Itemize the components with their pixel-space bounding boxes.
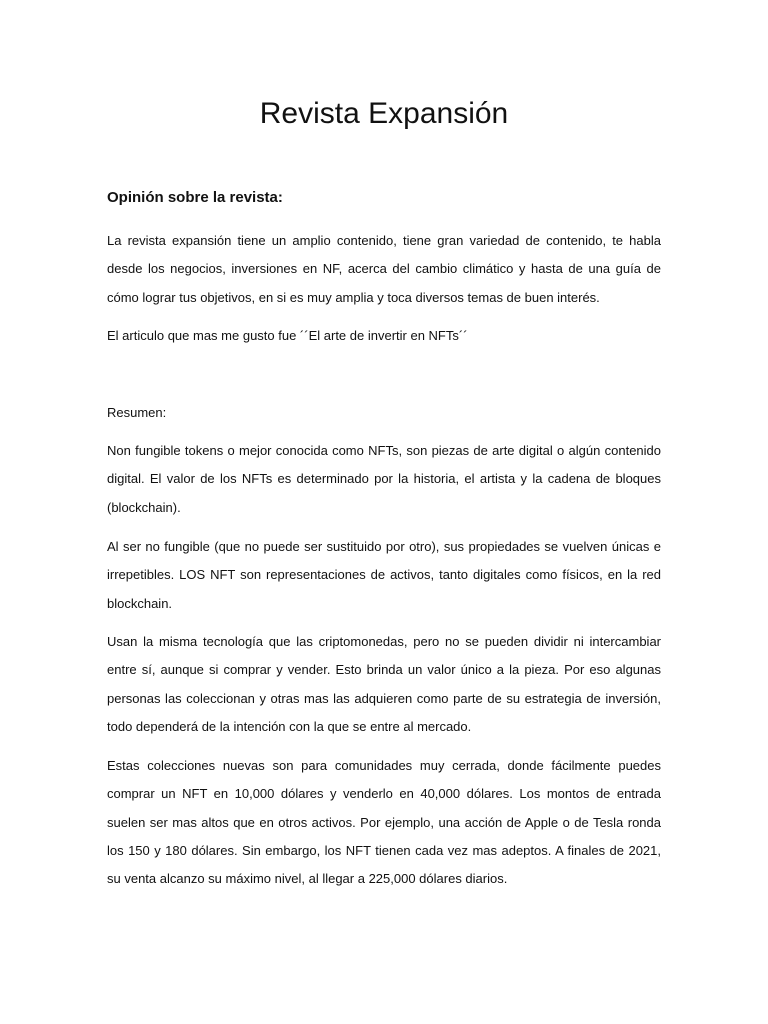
paragraph-collections: Estas colecciones nuevas son para comunidades muy cerrada, donde fácilmente puedes comprar un NFT en 10,000 dólares y venderlo en 40,000 dólares. Los montos de entrada suelen ser mas altos que en otros activos. Por ejemplo, una acción de Apple o de Tesla ronda los 150 y 180 dólares. Sin embargo, los NFT tienen cada vez mas adeptos. A finales de 2021, su venta alcanzo su máximo nivel, al llegar a 225,000 dólares diarios. bbox=[107, 758, 661, 887]
opinion-heading: Opinión sobre la revista: bbox=[107, 189, 283, 206]
paragraph-technology: Usan la misma tecnología que las criptomonedas, pero no se pueden dividir ni intercambiar entre sí, aunque si comprar y vender. Esto brinda un valor único a la pieza. Por eso algunas personas las coleccionan y otras mas las adquieren como parte de su estrategia de inversión, todo dependerá de la intención con la que se entre al mercado. bbox=[107, 634, 661, 734]
paragraph-favorite-article: El articulo que mas me gusto fue ´´El arte de invertir en NFTs´´ bbox=[107, 328, 468, 343]
paragraph-nft-definition: Non fungible tokens o mejor conocida como NFTs, son piezas de arte digital o algún contenido digital. El valor de los NFTs es determinado por la historia, el artista y la cadena de bloques (blockchain). bbox=[107, 443, 661, 515]
document-title: Revista Expansión bbox=[259, 97, 509, 130]
resumen-label: Resumen: bbox=[107, 405, 167, 420]
paragraph-non-fungible: Al ser no fungible (que no puede ser sustituido por otro), sus propiedades se vuelven únicas e irrepetibles. LOS NFT son representaciones de activos, tanto digitales como físicos, en la red blockchain. bbox=[107, 539, 661, 611]
paragraph-opinion: La revista expansión tiene un amplio contenido, tiene gran variedad de contenido, te habla desde los negocios, inversiones en NF, acerca del cambio climático y hasta de una guía de cómo lograr tus objetivos, en si es muy amplia y toca diversos temas de buen interés. bbox=[107, 233, 661, 305]
